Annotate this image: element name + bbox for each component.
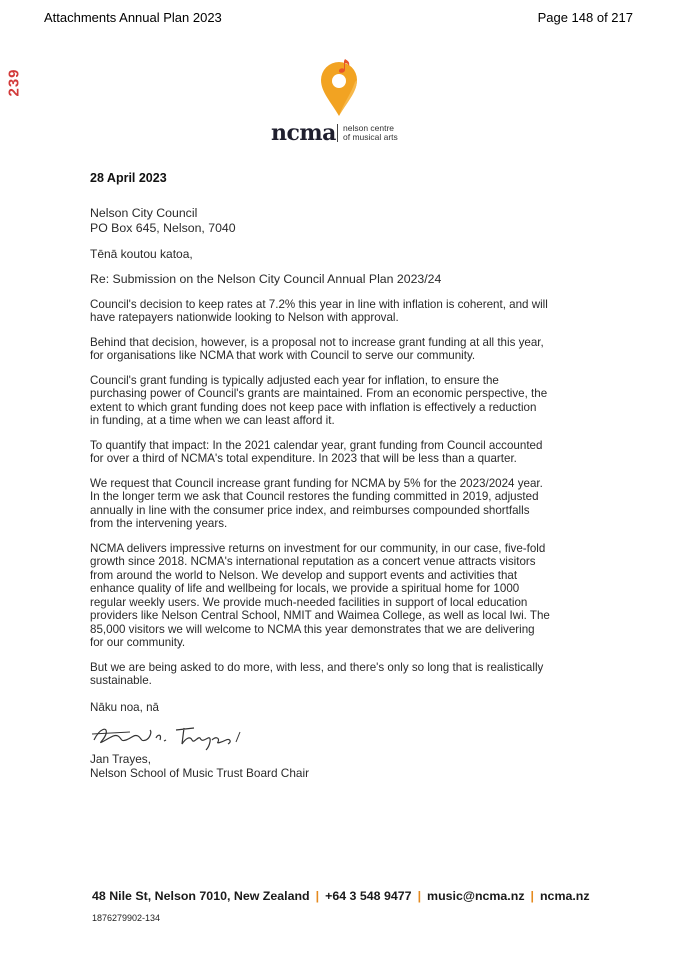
paragraph-line: for our community.: [90, 636, 186, 649]
paragraph-line: purchasing power of Council's grants are maintained. From an economic perspective, the: [90, 387, 548, 400]
paragraph-line: But we are being asked to do more, with less, and there's only so long that is realistically: [90, 660, 544, 674]
page-stamp: [6, 62, 30, 106]
paragraph-line: In the longer term we ask that Council restores the funding committed in 2019, adjusted: [90, 490, 539, 503]
paragraph-line: annually in line with the consumer price index, and reimburses compounded shortfalls: [90, 503, 530, 517]
paragraph-line: for organisations like NCMA that work with Council to serve our community.: [90, 349, 476, 362]
letter-paragraph: [90, 661, 584, 688]
paragraph-line: Behind that decision, however, is a proposal not to increase grant funding at all this year,: [90, 335, 544, 349]
logo-tagline-line1: nelson centre: [343, 123, 395, 133]
footer-separator: |: [530, 889, 534, 903]
letter-paragraph: [90, 298, 584, 325]
recipient-po-box: PO Box 645, Nelson, 7040: [90, 220, 236, 235]
logo-tagline-line2: of musical arts: [343, 132, 398, 142]
footer-separator: |: [417, 889, 422, 903]
paragraph-line: from the intervening years.: [90, 517, 228, 530]
letter-date: 28 April 2023: [90, 171, 167, 185]
footer-email: music@ncma.nz: [427, 889, 525, 903]
document-id: 1876279902-134: [92, 913, 161, 923]
letter-paragraph: [90, 542, 584, 650]
footer-phone: +64 3 548 9477: [325, 889, 412, 903]
paragraph-line: from around the world to Nelson. We develop and support events and activities that: [90, 568, 518, 582]
paragraph-line: 85,000 visitors we will welcome to NCMA this year demonstrates that we are delivering: [90, 622, 535, 636]
letter-body: [90, 172, 584, 780]
recipient-name: Nelson City Council: [90, 205, 198, 220]
greeting: Tēnā koutou katoa,: [90, 246, 193, 261]
letter-paragraphs: [90, 298, 584, 688]
paragraph-line: in funding, at a time when we can least afford it.: [90, 414, 335, 427]
footer-address: 48 Nile St, Nelson 7010, New Zealand: [92, 889, 310, 903]
letter-paragraph: [90, 374, 584, 428]
location-pin-note-icon: [317, 56, 361, 118]
logo-wordmark: ncma: [271, 120, 336, 146]
ncma-logo: [265, 56, 425, 146]
paragraph-line: extent to which grant funding does not keep pace with inflation is effectively a reduction: [90, 400, 537, 414]
paragraph-line: To quantify that impact: In the 2021 calendar year, grant funding from Council accounted: [90, 438, 543, 452]
signatory-name: Jan Trayes,: [90, 752, 151, 766]
paragraph-line: Council's grant funding is typically adjusted each year for inflation, to ensure the: [90, 373, 499, 387]
paragraph-line: growth since 2018. NCMA's international reputation as a concert venue attracts visitors: [90, 555, 536, 568]
letter-paragraph: [90, 336, 584, 363]
paragraph-line: enhance quality of life and wellbeing for locals, we provide a spiritual home for 1000: [90, 582, 520, 595]
logo-divider: [337, 124, 338, 142]
subject-line: Re: Submission on the Nelson City Council Annual Plan 2023/24: [90, 272, 442, 286]
paragraph-line: sustainable.: [90, 674, 152, 687]
logo-tagline: [343, 124, 398, 142]
header-document-title: Attachments Annual Plan 2023: [44, 10, 222, 25]
signatory-title: Nelson School of Music Trust Board Chair: [90, 766, 309, 780]
signatory: [90, 752, 584, 780]
recipient-address: [90, 206, 584, 236]
paragraph-line: providers like Nelson Central School, NMIT and Waimea College, as well as local Iwi. The: [90, 609, 550, 622]
letter-paragraph: [90, 439, 584, 466]
paragraph-line: We request that Council increase grant funding for NCMA by 5% for the 2023/2024 year.: [90, 476, 543, 490]
signature-icon: [90, 720, 260, 752]
page-stamp-number: 239: [5, 68, 23, 97]
header-page-number: Page 148 of 217: [537, 10, 633, 25]
letterhead-footer: [92, 889, 590, 903]
paragraph-line: Council's decision to keep rates at 7.2% this year in line with inflation is coherent, and will: [90, 297, 548, 311]
footer-separator: |: [315, 889, 320, 903]
footer-website: ncma.nz: [539, 889, 590, 903]
paragraph-line: regular weekly users. We provide much-needed facilities in support of local education: [90, 595, 528, 609]
letter-paragraph: [90, 477, 584, 531]
closing-salutation: Nāku noa, nā: [90, 700, 159, 714]
paragraph-line: for over a third of NCMA's total expenditure. In 2023 that will be less than a quarter.: [90, 452, 517, 465]
paragraph-line: have ratepayers nationwide looking to Nelson with approval.: [90, 311, 399, 324]
paragraph-line: NCMA delivers impressive returns on investment for our community, in our case, five-fold: [90, 541, 546, 555]
handwritten-signature: [90, 720, 584, 752]
